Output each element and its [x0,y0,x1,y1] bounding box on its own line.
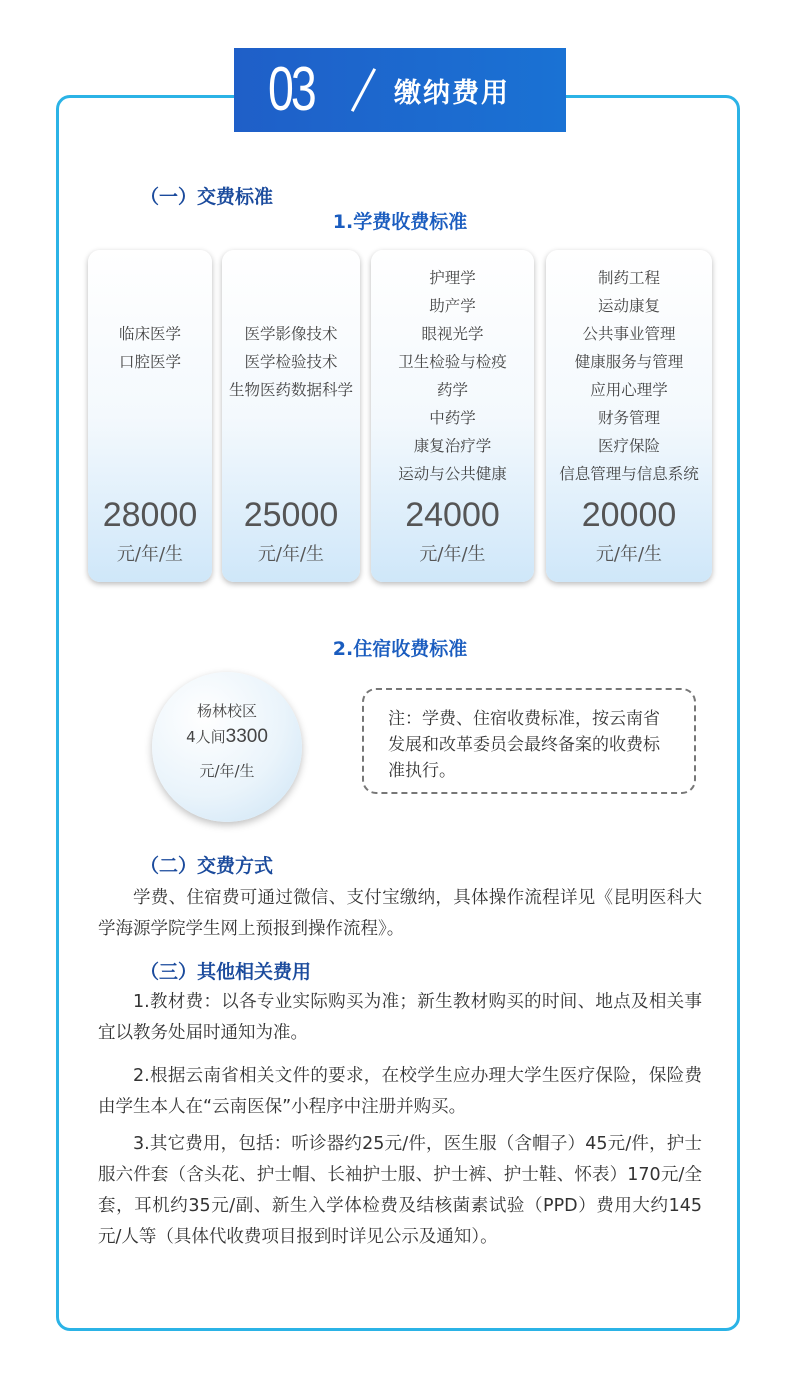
major-item: 口腔医学 [118,353,181,371]
header-number: 03 [268,55,314,124]
major-item: 医学影像技术 [244,325,338,343]
fee-card-1-unit: 元/年/生 [116,544,184,565]
major-item: 公共事业管理 [582,325,676,343]
major-item: 康复治疗学 [413,437,492,455]
major-item: 医学检验技术 [244,353,338,371]
section2-heading: （二）交费方式 [140,855,274,877]
fee-card-4-majors [546,264,712,488]
other-fee-item-2: 2.根据云南省相关文件的要求，在校学生应办理大学生医疗保险，保险费由学生本人在“云南医保”小程序中注册并购买。 [98,1066,702,1117]
header-banner [234,48,566,132]
campus-unit: 元/年/生 [199,762,255,780]
fee-card-3-majors [371,264,534,488]
section1-heading: （一）交费标准 [140,186,274,208]
fee-card-1 [88,250,212,582]
other-fee-item-3: 3.其它费用，包括：听诊器约25元/件，医生服（含帽子）45元/件，护士服六件套（含头花、护士帽、长袖护士服、护士裤、护士鞋、怀表）170元/全套，耳机约35元/副、新生入学体检费及结核菌素试验（PPD）费用大约145元/人等（具体代收费项目报到时详见公示及通知）。 [98,1134,702,1247]
major-item: 药学 [436,381,468,399]
section3-heading: （三）其他相关费用 [140,961,312,983]
major-item: 医疗保险 [597,437,660,455]
fee-card-2-unit: 元/年/生 [257,544,325,565]
major-item: 财务管理 [597,409,660,427]
major-item: 生物医药数据科学 [228,381,353,399]
major-item: 眼视光学 [421,325,484,343]
campus-name: 杨林校区 [196,702,257,720]
dorm-heading: 2.住宿收费标准 [332,638,468,660]
fee-card-3-price: 24000 [405,496,500,534]
fee-note: 注：学费、住宿收费标准，按云南省发展和改革委员会最终备案的收费标准执行。 [362,688,696,794]
major-item: 运动康复 [597,297,660,315]
fee-card-4 [546,250,712,582]
major-item: 制药工程 [597,269,660,287]
payment-method-text: 学费、住宿费可通过微信、支付宝缴纳，具体操作流程详见《昆明医科大学海源学院学生网上预报到操作流程》。 [98,888,702,939]
fee-card-2-majors [222,320,360,404]
tuition-heading: 1.学费收费标准 [332,211,468,233]
fee-card-4-unit: 元/年/生 [595,544,663,565]
dorm-price: 3300 [225,726,268,747]
fee-card-2-price: 25000 [243,496,339,534]
major-item: 护理学 [429,269,476,287]
major-item: 信息管理与信息系统 [559,465,699,483]
header-title: 缴纳费用 [394,77,510,109]
fee-card-3-unit: 元/年/生 [419,544,486,565]
fee-card-4-price: 20000 [581,496,677,534]
room-type: 4人间 [186,728,226,746]
fee-card-2 [222,250,360,582]
major-item: 应用心理学 [590,381,668,399]
campus-room [152,726,302,748]
other-fee-item-1: 1.教材费：以各专业实际购买为准；新生教材购买的时间、地点及相关事宜以教务处届时通知为准。 [98,992,702,1043]
major-item: 运动与公共健康 [398,465,507,483]
major-item: 健康服务与管理 [574,353,684,371]
major-item: 助产学 [429,297,476,315]
fee-card-1-majors [88,320,212,376]
fee-card-1-price: 28000 [102,496,198,534]
major-item: 卫生检验与检疫 [398,353,507,371]
header-slash-decoration [351,68,376,112]
major-item: 临床医学 [118,325,181,343]
fee-card-3 [371,250,534,582]
major-item: 中药学 [429,409,476,427]
campus-circle [152,672,302,822]
